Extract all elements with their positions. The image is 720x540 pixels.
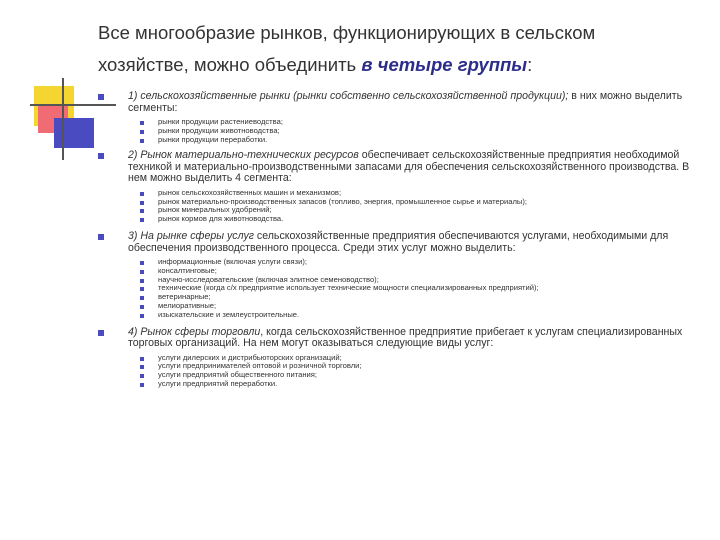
slide-content (98, 91, 710, 389)
list-item: рынок сельскохозяйственных машин и механизмов; (158, 189, 710, 198)
section-trade-market (98, 327, 710, 389)
list-item: услуги предпринимателей оптовой и розничной торговли; (158, 362, 710, 371)
bullet-icon (140, 296, 144, 300)
bullet-icon (140, 305, 144, 309)
section-text: в них можно выделить сегменты: (128, 90, 683, 114)
section-bullet-icon (98, 330, 104, 336)
bullet-icon (140, 209, 144, 213)
section-text: , когда сельскохозяйственное предприятие прибегает к услугам специализированных торговых организаций. На нем могут оказываться следующие виды услуг: (128, 325, 683, 350)
list-item: рынок кормов для животноводства. (158, 215, 710, 224)
segment-list (128, 189, 710, 224)
list-item: рынки продукции животноводства; (158, 127, 710, 136)
section-services-market (98, 231, 710, 320)
bullet-icon (140, 121, 144, 125)
section-agricultural-markets (98, 91, 710, 144)
section-heading: 4) Рынок сферы торговли (128, 325, 261, 338)
list-item: научно-исследовательские (включая элитное семеноводство); (158, 276, 710, 285)
decor-vertical-line (62, 78, 64, 160)
section-heading: 3) На рынке сферы услуг (128, 230, 254, 243)
list-item: рынок материально-производственных запасов (топливо, энергия, промышленное сырье и материалы); (158, 198, 710, 207)
bullet-icon (140, 201, 144, 205)
list-item: технические (когда с/х предприятие использует технические мощности специализированных предприятий); (158, 284, 710, 293)
title-line1: Все многообразие рынков, функционирующих в сельском (98, 22, 596, 43)
list-item: изыскательские и землеустроительные. (158, 311, 710, 320)
section-text: сельскохозяйственные предприятия обеспечиваются услугами, необходимыми для обеспечения производственного процесса. Среди этих услуг можно выделить: (128, 230, 669, 254)
decor-blue-square (54, 118, 94, 148)
bullet-icon (140, 261, 144, 265)
bullet-icon (140, 139, 144, 143)
bullet-icon (140, 218, 144, 222)
bullet-icon (140, 130, 144, 134)
section-heading: 1) сельскохозяйственные рынки (рынки собственно сельскохозяйственной продукции); (128, 90, 569, 102)
slide-title (98, 17, 698, 81)
title-highlight: в четыре группы (361, 54, 528, 75)
section-bullet-icon (98, 153, 104, 159)
title-line2-suffix: : (527, 54, 533, 75)
list-item: услуги предприятий общественного питания; (158, 371, 710, 380)
list-item: рынки продукции растениеводства; (158, 118, 710, 127)
list-item: услуги дилерских и дистрибьюторских организаций; (158, 354, 710, 363)
bullet-icon (140, 270, 144, 274)
list-item: услуги предприятий переработки. (158, 380, 710, 389)
list-item: рынки продукции переработки. (158, 136, 710, 145)
bullet-icon (140, 287, 144, 291)
list-item: информационные (включая услуги связи); (158, 258, 710, 267)
bullet-icon (140, 383, 144, 387)
section-text: обеспечивает сельскохозяйственные предприятия необходимой техникой и материально-производственными запасами для обеспечения сельскохозяйственного производства. В нем можно выделить 4 сегмента: (128, 149, 690, 185)
bullet-icon (140, 374, 144, 378)
bullet-icon (140, 279, 144, 283)
segment-list (128, 258, 710, 320)
section-heading: 2) Рынок материально-технических ресурсов (128, 149, 359, 162)
section-material-resources (98, 150, 710, 224)
title-line2-prefix: хозяйстве, можно объединить (98, 54, 362, 75)
section-bullet-icon (98, 94, 104, 100)
bullet-icon (140, 365, 144, 369)
list-item: ветеринарные; (158, 293, 710, 302)
bullet-icon (140, 192, 144, 196)
section-bullet-icon (98, 234, 104, 240)
list-item: рынок минеральных удобрений; (158, 206, 710, 215)
segment-list (128, 118, 710, 144)
bullet-icon (140, 314, 144, 318)
list-item: мелиоративные; (158, 302, 710, 311)
bullet-icon (140, 357, 144, 361)
list-item: консалтинговые; (158, 267, 710, 276)
segment-list (128, 354, 710, 389)
